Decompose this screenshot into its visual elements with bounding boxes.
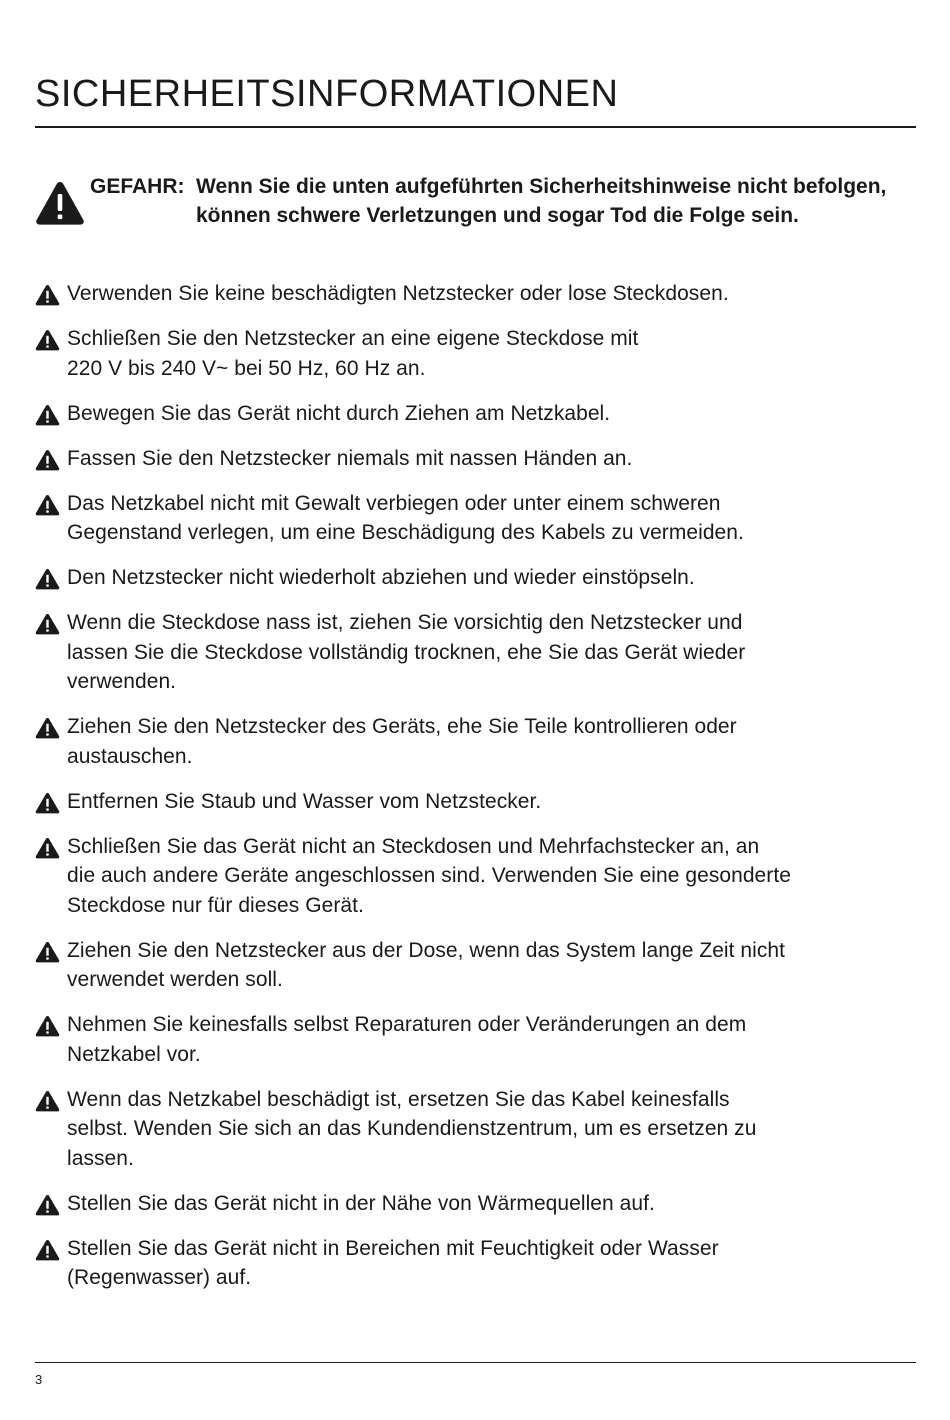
safety-rule-line: lassen Sie die Steckdose vollständig trocknen, ehe Sie das Gerät wieder	[67, 640, 746, 664]
safety-rule	[35, 1085, 917, 1174]
safety-rule-line: Das Netzkabel nicht mit Gewalt verbiegen oder unter einem schweren	[67, 491, 721, 515]
safety-rule	[35, 1010, 917, 1069]
warning-triangle-icon	[35, 792, 60, 814]
footer-divider	[35, 1362, 916, 1363]
safety-rule-line: 220 V bis 240 V~ bei 50 Hz, 60 Hz an.	[67, 356, 426, 380]
warning-triangle-icon	[35, 329, 60, 351]
warning-triangle-icon	[35, 449, 60, 471]
safety-rule-line: Verwenden Sie keine beschädigten Netzstecker oder lose Steckdosen.	[67, 282, 729, 305]
safety-rule-line: Ziehen Sie den Netzstecker aus der Dose, wenn das System lange Zeit nicht	[67, 938, 786, 962]
safety-rule-line: selbst. Wenden Sie sich an das Kundendienstzentrum, um es ersetzen zu	[67, 1117, 757, 1140]
page-title: SICHERHEITSINFORMATIONEN	[35, 73, 619, 115]
safety-rule	[35, 1189, 917, 1219]
safety-rule-line: Wenn die Steckdose nass ist, ziehen Sie vorsichtig den Netzstecker und	[67, 611, 743, 634]
safety-rule-line: die auch andere Geräte angeschlossen sind. Verwenden Sie eine gesonderte	[67, 864, 791, 887]
safety-rule	[35, 832, 917, 921]
title-divider	[35, 126, 916, 128]
safety-rule-text	[67, 608, 917, 697]
safety-rules-list	[35, 279, 917, 1308]
warning-triangle-icon	[35, 284, 60, 306]
safety-rule-line: Den Netzstecker nicht wiederholt abziehen und wieder einstöpseln.	[67, 566, 695, 589]
safety-rule	[35, 563, 917, 593]
safety-rule-line: verwendet werden soll.	[67, 968, 283, 991]
safety-rule-line: verwenden.	[67, 670, 177, 693]
safety-rule-line: Nehmen Sie keinesfalls selbst Reparaturen oder Veränderungen an dem	[67, 1013, 747, 1036]
safety-rule	[35, 608, 917, 697]
safety-rule	[35, 787, 917, 817]
safety-rule	[35, 1234, 917, 1293]
safety-rule-line: Ziehen Sie den Netzstecker des Geräts, ehe Sie Teile kontrollieren oder	[67, 715, 737, 738]
safety-rule-text	[67, 1189, 917, 1219]
safety-rule-line: Wenn das Netzkabel beschädigt ist, ersetzen Sie das Kabel keinesfalls	[67, 1087, 730, 1111]
safety-rule-line: Entfernen Sie Staub und Wasser vom Netzstecker.	[67, 789, 542, 813]
safety-rule-text	[67, 563, 917, 593]
warning-triangle-icon	[35, 613, 60, 635]
safety-rule-line: Stellen Sie das Gerät nicht in der Nähe von Wärmequellen auf.	[67, 1191, 655, 1215]
safety-rule-line: Schließen Sie den Netzstecker an eine eigene Steckdose mit	[67, 327, 639, 350]
warning-triangle-icon	[35, 1015, 60, 1037]
safety-rule-line: Fassen Sie den Netzstecker niemals mit nassen Händen an.	[67, 446, 633, 470]
safety-rule	[35, 712, 917, 771]
warning-triangle-icon	[35, 837, 60, 859]
warning-triangle-icon	[35, 1239, 60, 1261]
safety-rule	[35, 399, 917, 429]
safety-rule	[35, 936, 917, 995]
warning-triangle-icon	[35, 180, 85, 226]
safety-rule-line: Schließen Sie das Gerät nicht an Steckdosen und Mehrfachstecker an, an	[67, 834, 760, 858]
safety-rule-line: lassen.	[67, 1146, 134, 1170]
safety-rule-line: Steckdose nur für dieses Gerät.	[67, 893, 364, 917]
safety-rule-text	[67, 787, 917, 817]
danger-label: GEFAHR:	[90, 175, 185, 198]
safety-rule-line: (Regenwasser) auf.	[67, 1266, 252, 1289]
safety-rule-text	[67, 1085, 917, 1174]
warning-triangle-icon	[35, 1090, 60, 1112]
warning-triangle-icon	[35, 941, 60, 963]
safety-rule-text	[67, 1234, 917, 1293]
safety-rule-text	[67, 489, 917, 548]
safety-rule-line: Netzkabel vor.	[67, 1042, 201, 1066]
safety-rule-line: Stellen Sie das Gerät nicht in Bereichen mit Feuchtigkeit oder Wasser	[67, 1236, 719, 1260]
safety-rule-line: austauschen.	[67, 744, 193, 768]
warning-triangle-icon	[35, 717, 60, 739]
safety-rule-text	[67, 936, 917, 995]
safety-rule-line: Bewegen Sie das Gerät nicht durch Ziehen am Netzkabel.	[67, 401, 611, 425]
safety-rule-text	[67, 1010, 917, 1069]
safety-rule	[35, 324, 917, 383]
safety-rule-text	[67, 399, 917, 429]
safety-rule-text	[67, 712, 917, 771]
safety-rule	[35, 489, 917, 548]
safety-rule-line: Gegenstand verlegen, um eine Beschädigung des Kabels zu vermeiden.	[67, 521, 744, 544]
safety-rule-text	[67, 324, 917, 383]
warning-triangle-icon	[35, 568, 60, 590]
page-number: 3	[35, 1372, 43, 1387]
safety-rule-text	[67, 444, 917, 474]
safety-rule-text	[67, 279, 917, 309]
warning-triangle-icon	[35, 494, 60, 516]
safety-rule	[35, 444, 917, 474]
warning-triangle-icon	[35, 404, 60, 426]
danger-text: Wenn Sie die unten aufgeführten Sicherheitshinweise nicht befolgen, können schwere Verletzungen und sogar Tod die Folge sein.	[196, 175, 887, 227]
safety-rule-text	[67, 832, 917, 921]
warning-triangle-icon	[35, 1194, 60, 1216]
safety-rule	[35, 279, 917, 309]
danger-notice	[35, 172, 915, 264]
